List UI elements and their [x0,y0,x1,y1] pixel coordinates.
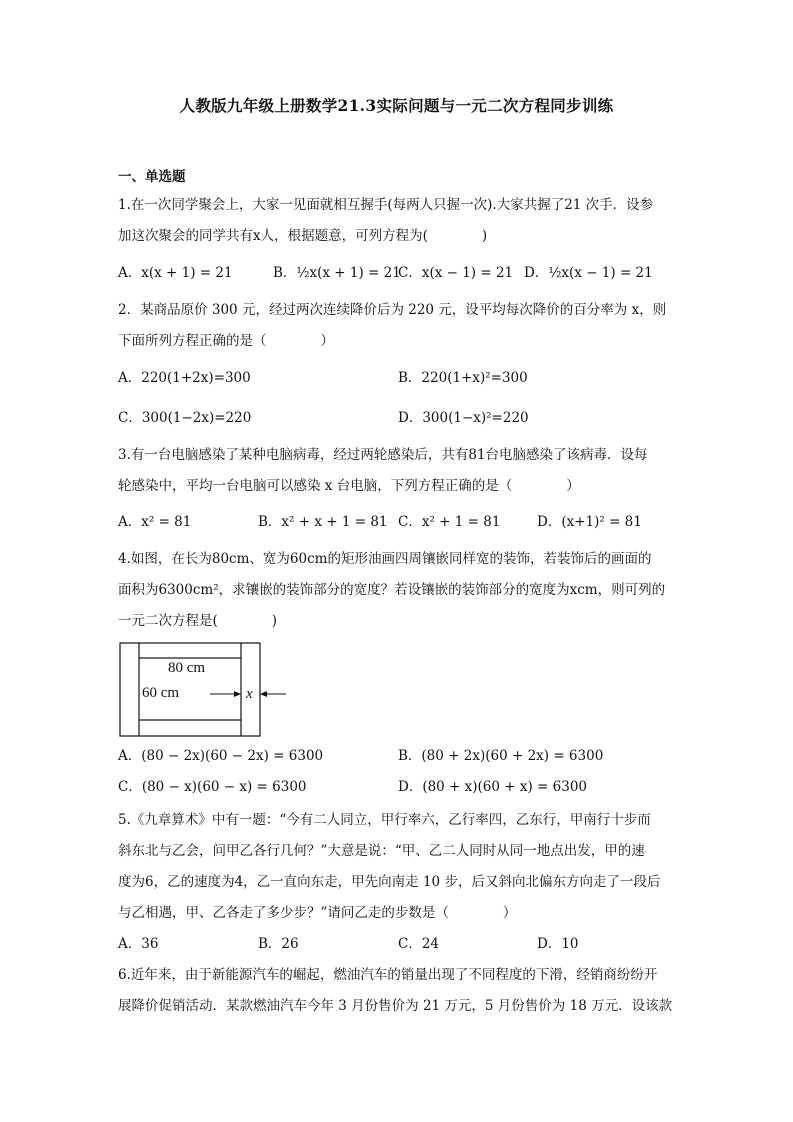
question-5-line-2: 斜东北与乙会，问甲乙各行几何？”大意是说：“甲、乙二人同时从同一地点出发，甲的速 [118,843,645,859]
question-3-line-2: 轮感染中，平均一台电脑可以感染 x 台电脑，下列方程正确的是（ ） [118,478,580,494]
question-5-line-4: 与乙相遇，甲、乙各走了多少步？”请问乙走的步数是（ ） [118,905,517,921]
question-4-option-b[interactable]: B．(80 + 2x)(60 + 2x) = 6300 [398,748,604,764]
question-3-option-c[interactable]: C．x² + 1 = 81 [398,514,501,530]
question-4-option-d[interactable]: D．(80 + x)(60 + x) = 6300 [398,779,588,795]
document-title: 人教版九年级上册数学21.3实际问题与一元二次方程同步训练 [179,96,614,115]
question-1-option-b[interactable]: B．½x(x + 1) = 21 [273,265,401,281]
question-1-line-1: 1.在一次同学聚会上，大家一见面就相互握手(每两人只握一次).大家共握了21 次手．设参 [118,197,654,213]
figure-x-label: x [246,686,253,702]
question-4-line-1: 4.如图，在长为80cm、宽为60cm的矩形油画四周镶嵌同样宽的装饰，若装饰后的画面的 [118,551,652,567]
question-3-option-d[interactable]: D．(x+1)² = 81 [537,514,642,530]
question-5-option-d[interactable]: D．10 [537,936,579,952]
question-5-option-b[interactable]: B．26 [258,936,299,952]
question-1-line-2: 加这次聚会的同学共有x人，根据题意，可列方程为( ) [118,228,488,244]
arrow-right-head [260,691,267,697]
question-3-line-1: 3.有一台电脑感染了某种电脑病毒，经过两轮感染后，共有81台电脑感染了该病毒．设每 [118,447,648,463]
outer-frame [120,643,260,736]
question-5-option-c[interactable]: C．24 [398,936,440,952]
question-1-option-c[interactable]: C．x(x − 1) = 21 [398,265,514,281]
question-6-line-1: 6.近年来，由于新能源汽车的崛起，燃油汽车的销量出现了不同程度的下滑，经销商纷纷开 [118,967,658,983]
question-4-figure [118,642,290,738]
section-heading: 一、单选题 [118,169,186,185]
question-4-option-c[interactable]: C．(80 − x)(60 − x) = 6300 [118,779,307,795]
question-2-line-1: 2．某商品原价 300 元，经过两次连续降价后为 220 元，设平均每次降价的百分率为 x，则 [118,302,667,318]
question-4-line-2: 面积为6300cm²，求镶嵌的装饰部分的宽度？若设镶嵌的装饰部分的宽度为xcm，则可列的 [118,582,666,598]
question-5-line-3: 度为6，乙的速度为4，乙一直向东走，甲先向南走 10 步，后又斜向北偏东方向走了一段后 [118,874,661,890]
question-2-line-2: 下面所列方程正确的是（ ） [118,333,334,349]
question-5-line-1: 5.《九章算术》中有一题：“今有二人同立，甲行率六，乙行率四，乙东行，甲南行十步而 [118,812,651,828]
question-1-option-a[interactable]: A．x(x + 1) = 21 [118,265,233,281]
figure-length-label: 80 cm [168,660,206,676]
figure-width-label: 60 cm [142,685,180,701]
arrow-left-head [234,691,241,697]
question-4-line-3: 一元二次方程是( ) [118,613,278,629]
question-2-option-a[interactable]: A．220(1+2x)=300 [118,370,251,386]
question-2-option-c[interactable]: C．300(1−2x)=220 [118,410,252,426]
question-6-line-2: 展降价促销活动．某款燃油汽车今年 3 月份售价为 21 万元，5 月份售价为 18 万元．设该款 [118,998,673,1014]
question-1-option-d[interactable]: D．½x(x − 1) = 21 [524,265,653,281]
question-2-option-d[interactable]: D．300(1−x)²=220 [398,410,529,426]
question-5-option-a[interactable]: A．36 [118,936,159,952]
question-3-option-b[interactable]: B．x² + x + 1 = 81 [258,514,388,530]
question-2-option-b[interactable]: B．220(1+x)²=300 [398,370,528,386]
question-3-option-a[interactable]: A．x² = 81 [118,514,192,530]
question-4-option-a[interactable]: A．(80 − 2x)(60 − 2x) = 6300 [118,748,324,764]
